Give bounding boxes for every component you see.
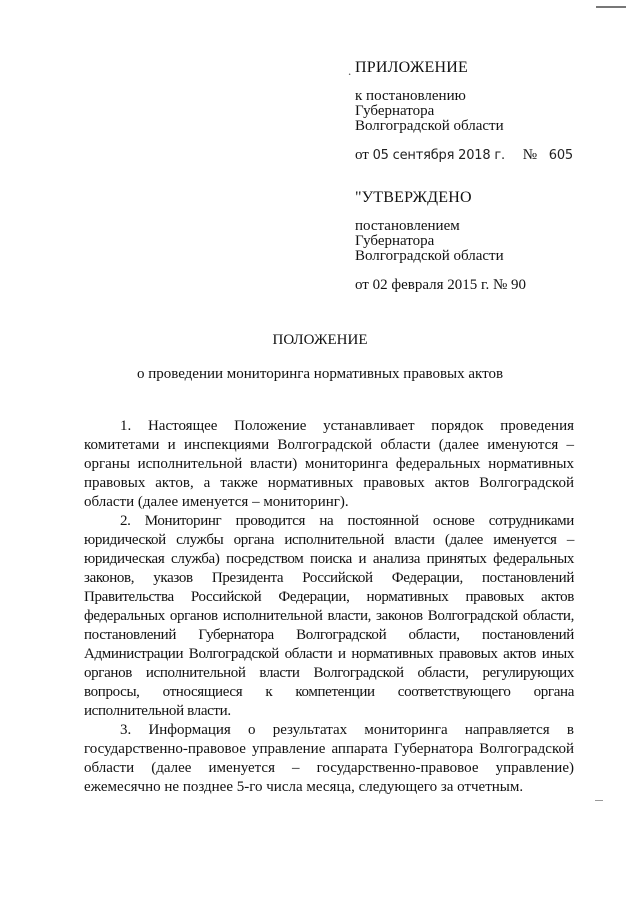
appendix-line: Волгоградской области (355, 118, 504, 134)
document-body (84, 417, 574, 797)
scan-dot: . (348, 63, 352, 78)
approved-line: Губернатора (355, 233, 435, 249)
appendix-line: Губернатора (355, 103, 435, 119)
appendix-date-prefix: от (355, 147, 369, 163)
scan-mark (596, 6, 626, 8)
appendix-title: ПРИЛОЖЕНИЕ (355, 59, 469, 76)
appendix-date-line (355, 148, 573, 163)
appendix-number: 605 (548, 148, 573, 163)
approved-line: постановлением (355, 218, 460, 234)
paragraph: 1. Настоящее Положение устанавливает порядок проведения комитетами и инспекциями Волгоградской области (далее именуются – органы исполнительной власти) мониторинга федеральных нормативных правовых актов, а также нормативных правовых актов Волгоградской области (далее именуется – мониторинг). (84, 418, 574, 510)
appendix-line: к постановлению (355, 88, 466, 104)
scan-mark (595, 800, 603, 801)
approved-date: от 02 февраля 2015 г. № 90 (355, 277, 527, 293)
paragraph: 2. Мониторинг проводится на постоянной основе сотрудниками юридической службы органа исполнительной власти (далее именуется – юридическая служба) посредством поиска и анализа принятых федеральных законов, указов Президента Российской Федерации, постановлений Правительства Российской Федерации, нормативных правовых актов федеральных органов исполнительной власти, законов Волгоградской области, постановлений Губернатора Волгоградской области, постановлений Администрации Волгоградской области и нормативных правовых актов иных органов исполнительной власти Волгоградской области, регулирующих вопросы, относящиеся к компетенции соответствующего органа исполнительной власти. (84, 513, 574, 719)
document-subtitle: о проведении мониторинга нормативных правовых актов (136, 366, 504, 382)
approved-title: "УТВЕРЖДЕНО (355, 189, 472, 206)
appendix-block (348, 59, 573, 163)
approved-line: Волгоградской области (355, 248, 504, 264)
approved-block (355, 190, 526, 293)
paragraph: 3. Информация о результатах мониторинга направляется в государственно-правовое управление аппарата Губернатора Волгоградской области (далее именуется – государственно-правовое управление) ежемесячно не позднее 5-го числа месяца, следующего за отчетным. (84, 722, 574, 795)
document-title: ПОЛОЖЕНИЕ (272, 332, 368, 348)
appendix-date: 05 сентября 2018 г. (372, 148, 505, 163)
appendix-number-sign: № (522, 147, 537, 163)
